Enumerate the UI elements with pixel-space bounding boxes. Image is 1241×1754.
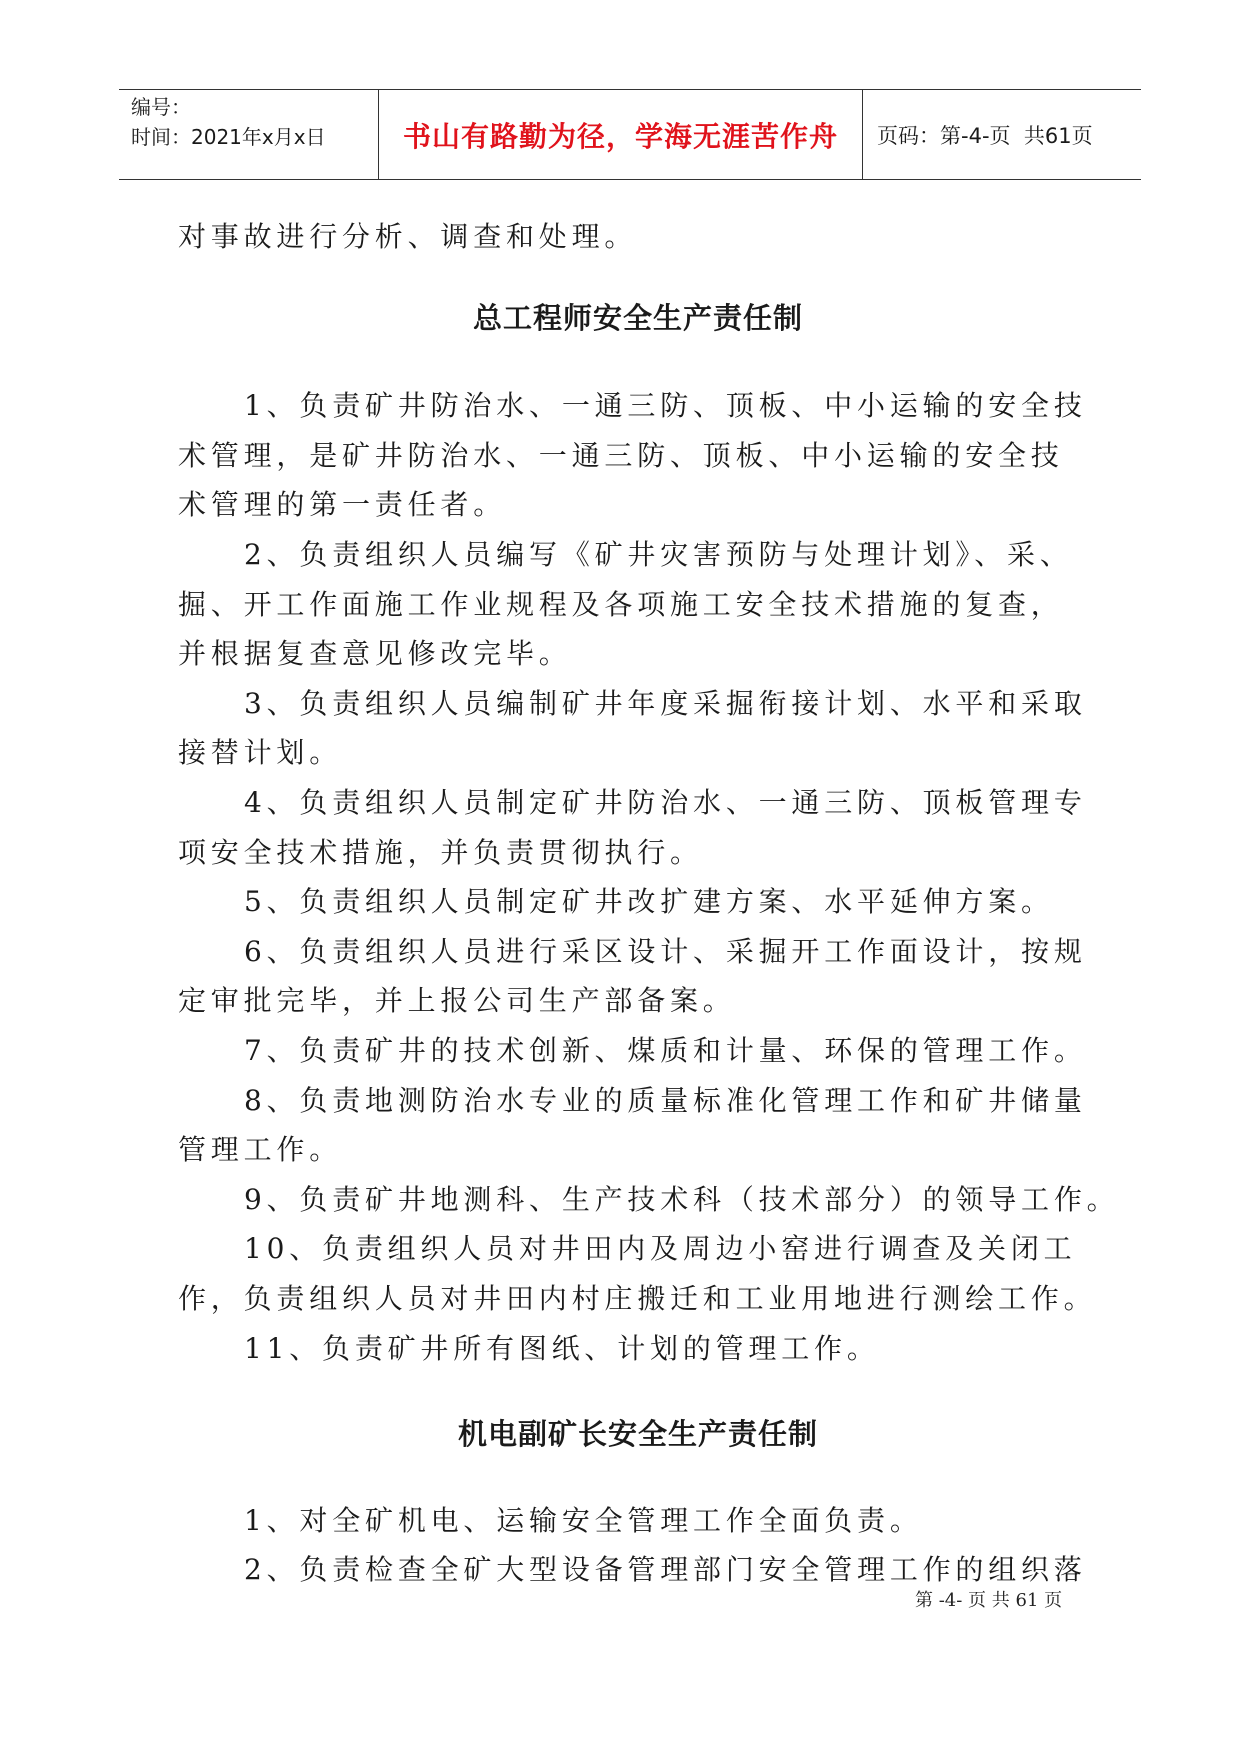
paragraph-line: 2、负责检查全矿大型设备管理部门安全管理工作的组织落	[244, 1553, 1087, 1586]
paragraph-line: 并根据复查意见修改完毕。	[178, 637, 572, 670]
page-header	[119, 89, 1141, 180]
paragraph-line: 7、负责矿井的技术创新、煤质和计量、环保的管理工作。	[244, 1034, 1087, 1067]
paragraph-line: 术管理的第一责任者。	[178, 488, 507, 521]
document-time-label: 时间：2021年x月x日	[131, 125, 326, 149]
paragraph-line: 作，负责组织人员对井田内村庄搬迁和工业用地进行测绘工作。	[178, 1282, 1097, 1315]
paragraph-line: 接替计划。	[178, 736, 343, 769]
paragraph-line: 定审批完毕，并上报公司生产部备案。	[178, 984, 736, 1017]
paragraph-line: 10、负责组织人员对井田内及周边小窑进行调查及关闭工	[244, 1232, 1077, 1265]
header-motto: 书山有路勤为径，学海无涯苦作舟	[402, 119, 838, 153]
header-meta	[119, 90, 379, 179]
document-number-label: 编号：	[131, 95, 191, 119]
paragraph-line: 2、负责组织人员编写《矿井灾害预防与处理计划》、采、	[244, 538, 1073, 571]
paragraph-line: 5、负责组织人员制定矿井改扩建方案、水平延伸方案。	[244, 885, 1054, 918]
paragraph-line: 1、负责矿井防治水、一通三防、顶板、中小运输的安全技	[244, 389, 1087, 422]
paragraph-line: 项安全技术措施，并负责贯彻执行。	[178, 836, 703, 869]
header-page-info: 页码：第-4-页 共61页	[877, 123, 1093, 148]
paragraph-line: 术管理，是矿井防治水、一通三防、顶板、中小运输的安全技	[178, 439, 1064, 472]
header-motto-cell	[379, 90, 863, 179]
paragraph-line: 对事故进行分析、调查和处理。	[178, 220, 638, 253]
section-heading: 总工程师安全生产责任制	[472, 301, 803, 335]
paragraph-line: 管理工作。	[178, 1133, 343, 1166]
paragraph-line: 8、负责地测防治水专业的质量标准化管理工作和矿井储量	[244, 1084, 1087, 1117]
paragraph-line: 4、负责组织人员制定矿井防治水、一通三防、顶板管理专	[244, 786, 1087, 819]
paragraph-line: 6、负责组织人员进行采区设计、采掘开工作面设计，按规	[244, 935, 1087, 968]
paragraph-line: 11、负责矿井所有图纸、计划的管理工作。	[244, 1332, 880, 1365]
section-heading: 机电副矿长安全生产责任制	[457, 1417, 818, 1451]
paragraph-line: 掘、开工作面施工作业规程及各项施工安全技术措施的复查，	[178, 588, 1064, 621]
page-footer: 第 -4- 页 共 61 页	[915, 1590, 1063, 1611]
paragraph-line: 3、负责组织人员编制矿井年度采掘衔接计划、水平和采取	[244, 687, 1087, 720]
paragraph-line: 9、负责矿井地测科、生产技术科（技术部分）的领导工作。	[244, 1183, 1120, 1216]
paragraph-line: 1、对全矿机电、运输安全管理工作全面负责。	[244, 1504, 923, 1537]
